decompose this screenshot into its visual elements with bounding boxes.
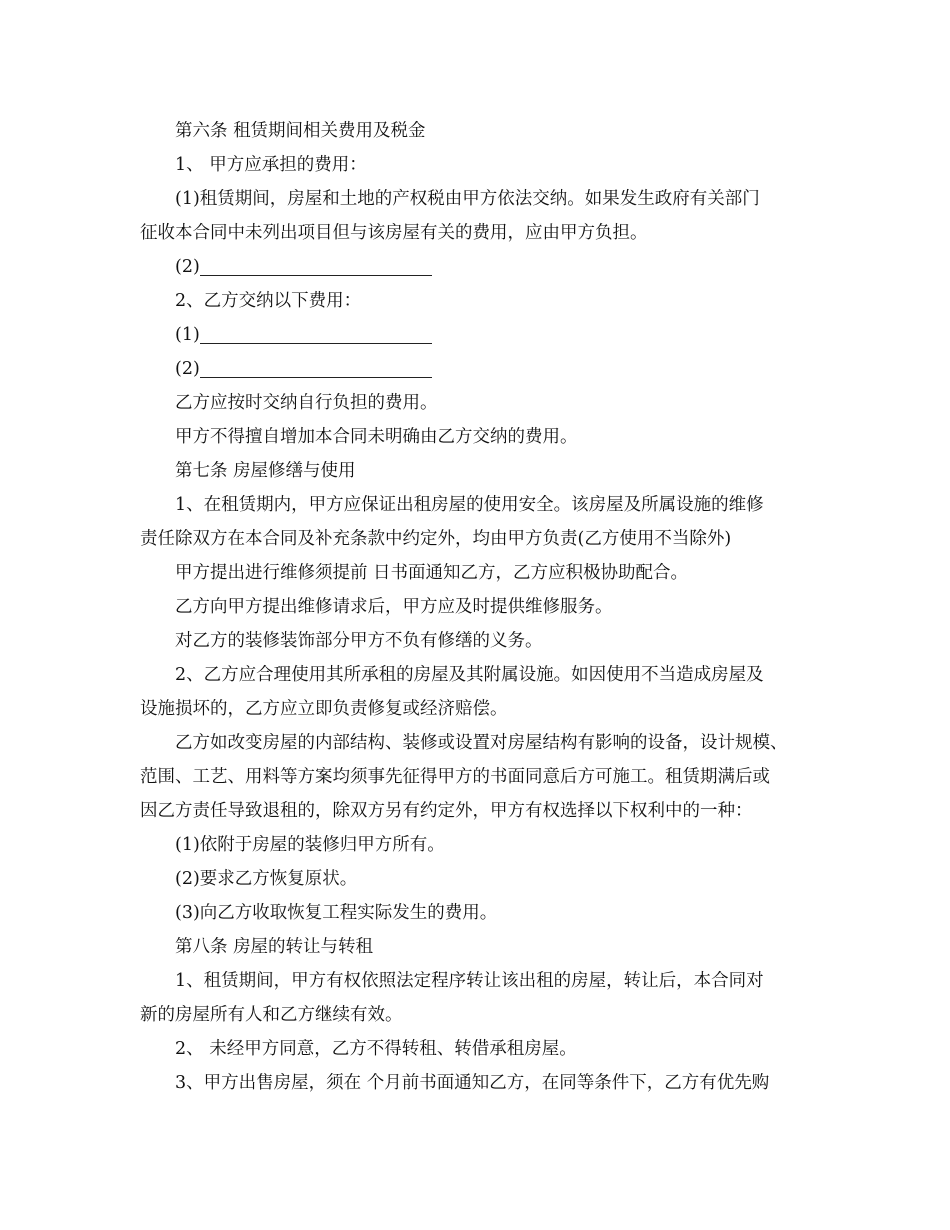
line-text: 对乙方的装修装饰部分甲方不负有修缮的义务。 bbox=[175, 631, 543, 651]
line-text: 乙方如改变房屋的内部结构、装修或设置对房屋结构有影响的设备，设计规模、 bbox=[175, 733, 788, 753]
document-line bbox=[140, 182, 820, 216]
document-line bbox=[140, 522, 820, 556]
line-text: 第六条 租赁期间相关费用及税金 bbox=[175, 121, 426, 141]
document-line bbox=[140, 794, 820, 828]
line-text: 2、乙方交纳以下费用： bbox=[175, 291, 362, 311]
line-text: 设施损坏的，乙方应立即负责修复或经济赔偿。 bbox=[140, 699, 508, 719]
fill-in-line bbox=[140, 352, 820, 386]
document-line bbox=[140, 828, 820, 862]
document-line bbox=[140, 1066, 820, 1100]
document-line bbox=[140, 148, 820, 182]
line-text: 乙方应按时交纳自行负担的费用。 bbox=[175, 393, 438, 413]
document-line bbox=[140, 454, 820, 488]
document-body bbox=[140, 114, 820, 1100]
document-line bbox=[140, 726, 820, 760]
line-text: 1、租赁期间，甲方有权依照法定程序转让该出租的房屋，转让后，本合同对 bbox=[175, 971, 764, 991]
document-line bbox=[140, 862, 820, 896]
document-line bbox=[140, 556, 820, 590]
document-line bbox=[140, 590, 820, 624]
line-text: 因乙方责任导致退租的，除双方另有约定外，甲方有权选择以下权利中的一种： bbox=[140, 801, 753, 821]
line-text: (3)向乙方收取恢复工程实际发生的费用。 bbox=[175, 903, 498, 923]
blank-underline bbox=[200, 355, 432, 378]
line-text: 1、 甲方应承担的费用： bbox=[175, 155, 367, 175]
document-line bbox=[140, 964, 820, 998]
document-line bbox=[140, 284, 820, 318]
line-text: 范围、工艺、用料等方案均须事先征得甲方的书面同意后方可施工。租赁期满后或 bbox=[140, 767, 770, 787]
document-line bbox=[140, 386, 820, 420]
line-text: 甲方提出进行维修须提前 日书面通知乙方，乙方应积极协助配合。 bbox=[175, 563, 689, 583]
line-text: 第八条 房屋的转让与转租 bbox=[175, 937, 374, 957]
document-line bbox=[140, 216, 820, 250]
line-text: 3、甲方出售房屋，须在 个月前书面通知乙方，在同等条件下，乙方有优先购 bbox=[175, 1073, 770, 1093]
fill-in-line bbox=[140, 250, 820, 284]
line-text: 征收本合同中未列出项目但与该房屋有关的费用，应由甲方负担。 bbox=[140, 223, 648, 243]
blank-underline bbox=[200, 253, 432, 276]
line-text: (2)要求乙方恢复原状。 bbox=[175, 869, 358, 889]
line-text: 乙方向甲方提出维修请求后，甲方应及时提供维修服务。 bbox=[175, 597, 613, 617]
line-text: 新的房屋所有人和乙方继续有效。 bbox=[140, 1005, 403, 1025]
document-line bbox=[140, 1032, 820, 1066]
document-line bbox=[140, 658, 820, 692]
blank-underline bbox=[200, 321, 432, 344]
document-line bbox=[140, 896, 820, 930]
document-line bbox=[140, 692, 820, 726]
line-text: 1、在租赁期内，甲方应保证出租房屋的使用安全。该房屋及所属设施的维修 bbox=[175, 495, 764, 515]
line-text: (2) bbox=[175, 359, 200, 379]
line-text: (1) bbox=[175, 325, 200, 345]
document-line bbox=[140, 420, 820, 454]
line-text: 甲方不得擅自增加本合同未明确由乙方交纳的费用。 bbox=[175, 427, 578, 447]
line-text: 2、 未经甲方同意，乙方不得转租、转借承租房屋。 bbox=[175, 1039, 577, 1059]
document-line bbox=[140, 998, 820, 1032]
document-line bbox=[140, 114, 820, 148]
document-line bbox=[140, 488, 820, 522]
document-line bbox=[140, 760, 820, 794]
line-text: (1)依附于房屋的装修归甲方所有。 bbox=[175, 835, 445, 855]
line-text: (2) bbox=[175, 257, 200, 277]
line-text: (1)租赁期间，房屋和土地的产权税由甲方依法交纳。如果发生政府有关部门 bbox=[175, 189, 760, 209]
line-text: 2、乙方应合理使用其所承租的房屋及其附属设施。如因使用不当造成房屋及 bbox=[175, 665, 764, 685]
line-text: 责任除双方在本合同及补充条款中约定外，均由甲方负责(乙方使用不当除外) bbox=[140, 529, 732, 549]
document-line bbox=[140, 624, 820, 658]
line-text: 第七条 房屋修缮与使用 bbox=[175, 461, 356, 481]
fill-in-line bbox=[140, 318, 820, 352]
document-line bbox=[140, 930, 820, 964]
